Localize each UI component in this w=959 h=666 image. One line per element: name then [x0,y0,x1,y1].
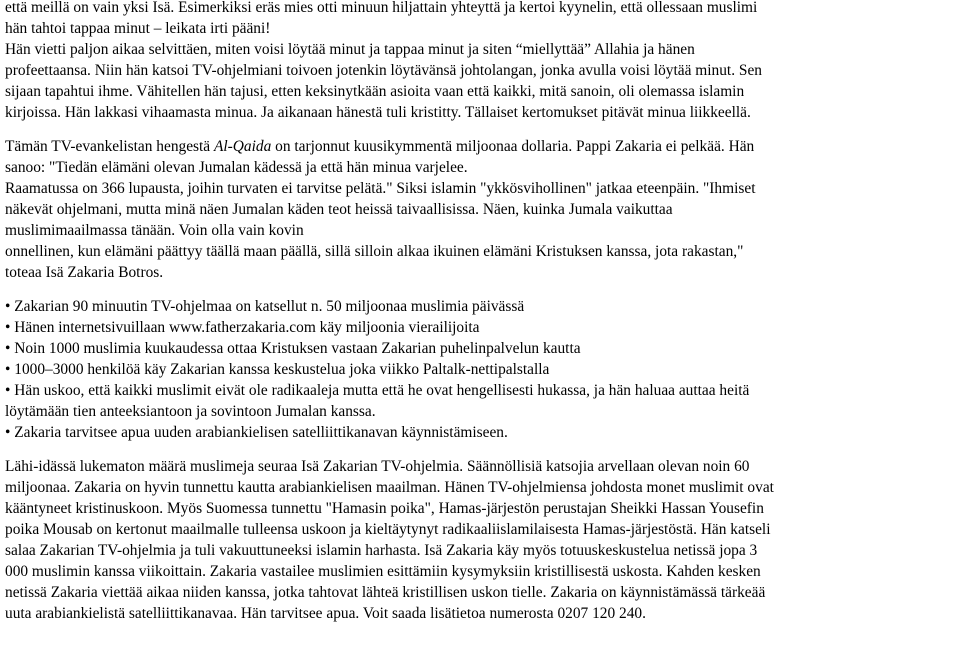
text-line: miljoonaa. Zakaria on hyvin tunnettu kautta arabiankielisen maailman. Hänen TV-ohjelmiensa johdosta monet muslimit ovat [5,479,774,496]
text-line: toteaa Isä Zakaria Botros. [5,264,164,281]
bullet-icon: • [5,340,11,357]
text-line: profeettaansa. Niin hän katsoi TV-ohjelmiani toivoen jotenkin löytävänsä johtolangan, jonka avulla voisi löytää minut. Sen [5,62,762,79]
text-line: 000 muslimin kanssa viikoittain. Zakaria vastailee muslimien esittämiin kysymyksiin kristillisestä uskosta. Kahden kesken [5,563,761,580]
text-line: Raamatussa on 366 lupausta, joihin turvaten ei tarvitse pelätä." Siksi islamin "ykkösvihollinen" jatkaa eteenpäin. "Ihmiset [5,180,756,197]
text-segment: Tämän TV-evankelistan hengestä [5,138,214,155]
text-line [5,136,955,157]
bullet-icon: • [5,319,11,336]
text-segment: on tarjonnut kuusikymmentä miljoonaa dollaria. Pappi Zakaria ei pelkää. Hän [271,138,755,155]
organization-name: Al-Qaida [214,138,272,155]
text-line: poika Mousab on kertonut maailmalle tulleensa uskoon ja kieltäytynyt radikaaliislamilaisesta Hamas-järjestöstä. Hän katseli [5,521,771,538]
list-item [5,359,955,380]
paragraph-gap [5,283,955,296]
list-item [5,317,955,338]
text-line: salaa Zakarian TV-ohjelmia ja tuli vakuuttuneeksi islamin harhasta. Isä Zakaria käy myös totuuskeskustelua netissä jopa 3 [5,542,758,559]
text-line: Lähi-idässä lukematon määrä muslimeja seuraa Isä Zakarian TV-ohjelmia. Säännöllisiä katsojia arvellaan olevan noin 60 [5,458,750,475]
list-item-text: Zakarian 90 minuutin TV-ohjelmaa on katsellut n. 50 miljoonaa muslimia päivässä [14,298,525,315]
text-line: muslimimaailmassa tänään. Voin olla vain kovin [5,222,304,239]
list-item-text: Zakaria tarvitsee apua uuden arabiankielisen satelliittikanavan käynnistämiseen. [14,424,508,441]
evangelist-paragraph [5,136,955,283]
bullet-icon: • [5,382,11,399]
text-line: hän tahtoi tappaa minut – leikata irti pääni! [5,20,271,37]
list-item [5,422,955,443]
list-item [5,338,955,359]
bullet-icon: • [5,361,11,378]
text-line: sanoo: "Tiedän elämäni olevan Jumalan kädessä ja että hän minua varjelee. [5,159,468,176]
text-line: onnellinen, kun elämäni päättyy täällä maan päällä, sillä silloin alkaa ikuinen elämäni Kristuksen kanssa, jota rakastan," [5,243,744,260]
facts-list [5,296,955,443]
text-line: sijaan tapahtui ihme. Vähitellen hän tajusi, etten keksinytkään asioita vaan että kaikki, mitä sanoin, oli olemassa islamin [5,83,745,100]
bullet-icon: • [5,298,11,315]
paragraph-gap [5,123,955,136]
story-paragraph [5,0,955,123]
list-item-continuation: löytämään tien anteeksiantoon ja sovintoon Jumalan kanssa. [5,403,376,420]
text-line: netissä Zakaria viettää aikaa niiden kanssa, jotka tahtovat lähteä kristillisen uskon tielle. Zakaria on käynnistämässä tärkeää [5,584,766,601]
text-line: uuta arabiankielistä satelliittikanavaa. Hän tarvitsee apua. Voit saada lisätietoa numerosta 0207 120 240. [5,605,646,622]
list-item-text: 1000–3000 henkilöä käy Zakarian kanssa keskustelua joka viikko Paltalk-nettipalstalla [14,361,550,378]
list-item-text: Hänen internetsivuillaan www.fatherzakaria.com käy miljoonia vierailijoita [14,319,480,336]
middle-east-paragraph [5,456,955,624]
text-line: näkevät ohjelmani, mutta minä näen Jumalan käden teot heissä taivaallisissa. Näen, kuinka Jumala vaikuttaa [5,201,673,218]
text-line: kääntyneet kristinuskoon. Myös Suomessa tunnettu "Hamasin poika", Hamas-järjestön perustajan Sheikki Hassan Yousefin [5,500,764,517]
list-item [5,380,955,422]
list-item-text: Noin 1000 muslimia kuukaudessa ottaa Kristuksen vastaan Zakarian puhelinpalvelun kautta [14,340,581,357]
article-page [5,0,955,624]
bullet-icon: • [5,424,11,441]
text-line: että meillä on vain yksi Isä. Esimerkiksi eräs mies otti minuun hiljattain yhteyttä ja kertoi kyynelin, että ollessaan muslimi [5,0,758,16]
text-line: kirjoissa. Hän lakkasi vihaamasta minua. Ja aikanaan hänestä tuli kristitty. Tällaiset kertomukset pitävät minua liikkeellä. [5,104,751,121]
paragraph-gap [5,443,955,456]
list-item [5,296,955,317]
text-line: Hän vietti paljon aikaa selvittäen, miten voisi löytää minut ja tappaa minut ja siten “miellyttää” Allahia ja hänen [5,41,695,58]
list-item-text: Hän uskoo, että kaikki muslimit eivät ole radikaaleja mutta että he ovat hengellisesti hukassa, ja hän haluaa auttaa heitä [14,382,750,399]
